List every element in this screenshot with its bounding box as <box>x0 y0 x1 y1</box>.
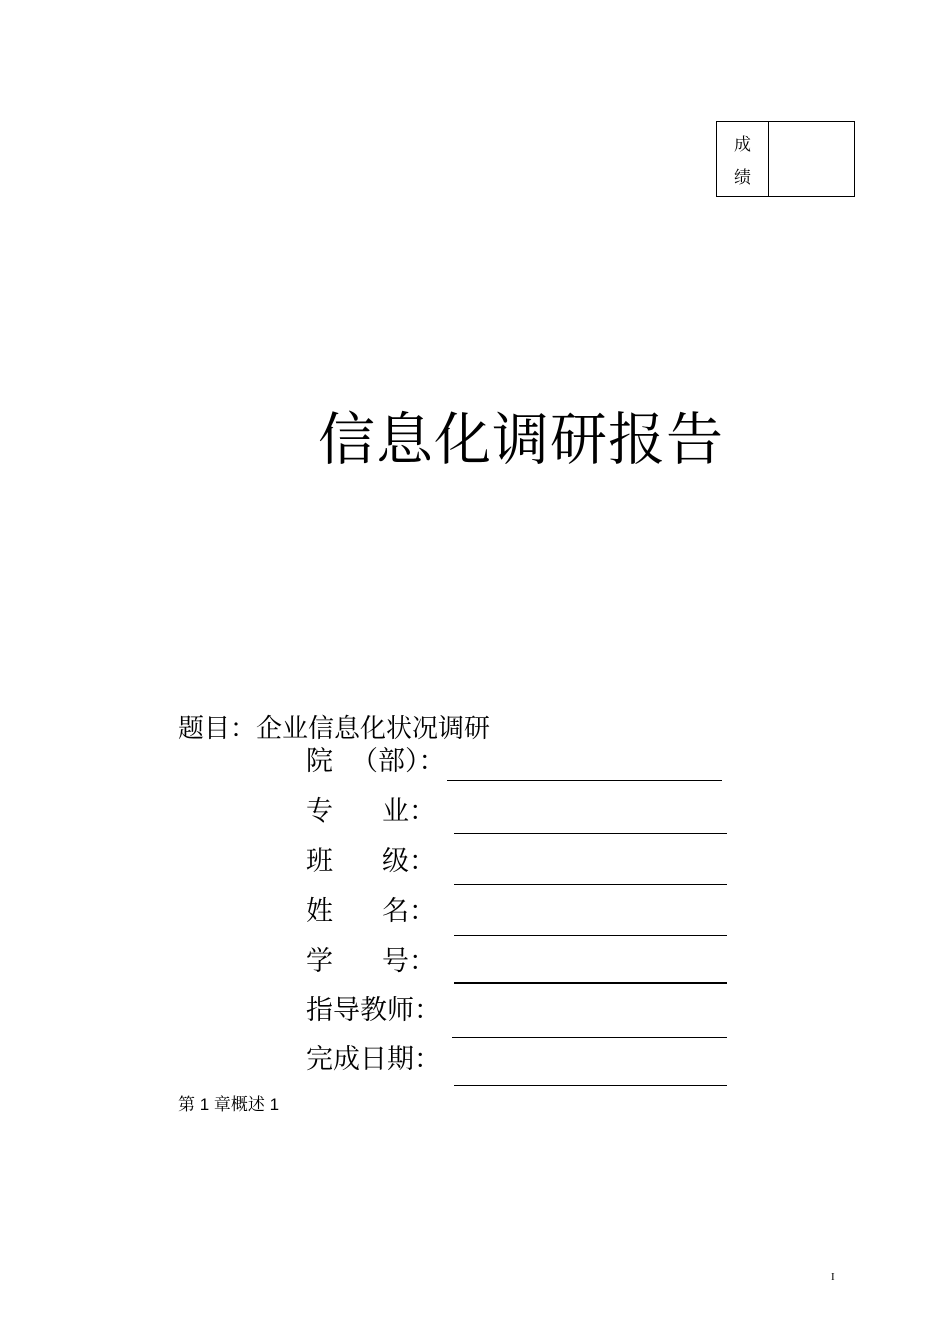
name-label-a: 姓 <box>306 896 333 927</box>
subject-line: 题目：企业信息化状况调研 <box>178 714 491 744</box>
toc-entry: 第 1 章概述 1 <box>178 1095 280 1114</box>
major-label <box>306 798 436 825</box>
student-id-label <box>306 948 436 975</box>
score-label <box>717 122 769 196</box>
class-field <box>454 884 727 885</box>
score-label-char-1: 成 <box>734 135 751 155</box>
major-label-a: 专 <box>306 796 333 827</box>
advisor-label: 指导教师： <box>306 995 441 1026</box>
class-label <box>306 848 436 875</box>
department-label-a: 院 <box>306 746 333 777</box>
department-label-b: （部）： <box>351 746 446 777</box>
student-id-label-a: 学 <box>306 946 333 977</box>
name-label <box>306 898 436 925</box>
major-field <box>454 833 727 834</box>
completion-date-label: 完成日期： <box>306 1044 441 1075</box>
name-field <box>454 935 727 936</box>
name-label-b: 名： <box>382 896 436 927</box>
page-number: I <box>831 1271 835 1283</box>
score-box <box>716 121 855 197</box>
score-label-char-2: 绩 <box>734 168 751 188</box>
class-label-a: 班 <box>306 846 333 877</box>
student-id-label-b: 号： <box>382 946 436 977</box>
major-label-b: 业： <box>382 796 436 827</box>
report-title: 信息化调研报告 <box>318 407 724 473</box>
student-id-field <box>454 982 727 984</box>
completion-date-field <box>454 1085 727 1086</box>
class-label-b: 级： <box>382 846 436 877</box>
score-value-cell <box>769 122 854 196</box>
advisor-field <box>452 1037 727 1038</box>
department-field <box>447 780 722 781</box>
department-label <box>306 748 446 775</box>
